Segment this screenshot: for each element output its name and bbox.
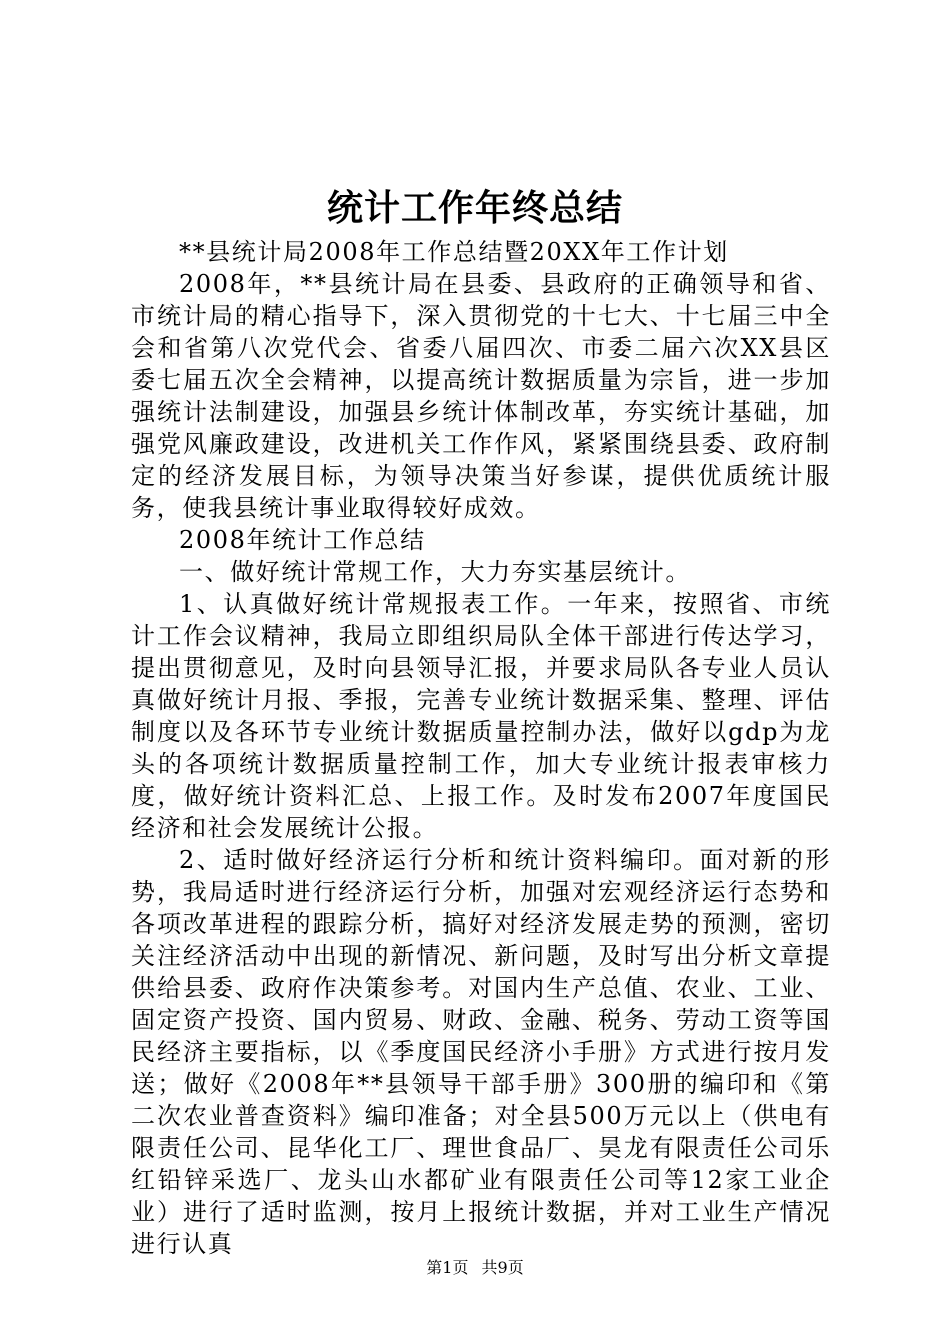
page-number: 第1页 xyxy=(426,1258,469,1277)
page-footer xyxy=(0,1258,950,1278)
paragraph-heading-1: 一、做好统计常规工作，大力夯实基层统计。 xyxy=(179,558,691,586)
paragraph-item-1: 1、认真做好统计常规报表工作。一年来，按照省、市统计工作会议精神，我局立即组织局队全体干部进行传达学习，提出贯彻意见，及时向县领导汇报，并要求局队各专业人员认真做好统计月报、季报，完善专业统计数据采集、整理、评估制度以及各环节专业统计数据质量控制办法，做好以gdp为龙头的各项统计数据质量控制工作，加大专业统计报表审核力度，做好统计资料汇总、上报工作。及时发布2007年度国民经济和社会发展统计公报。 xyxy=(131,590,831,842)
paragraph-item-2: 2、适时做好经济运行分析和统计资料编印。面对新的形势，我局适时进行经济运行分析，加强对宏观经济运行态势和各项改革进程的跟踪分析，搞好对经济发展走势的预测，密切关注经济活动中出现的新情况、新问题，及时写出分析文章提供给县委、政府作决策参考。对国内生产总值、农业、工业、固定资产投资、国内贸易、财政、金融、税务、劳动工资等国民经济主要指标，以《季度国民经济小手册》方式进行按月发送；做好《2008年**县领导干部手册》300册的编印和《第二次农业普查资料》编印准备；对全县500万元以上（供电有限责任公司、昆华化工厂、理世食品厂、昊龙有限责任公司乐红铅锌采选厂、龙头山水都矿业有限责任公司等12家工业企业）进行了适时监测，按月上报统计数据，并对工业生产情况进行认真 xyxy=(131,846,831,1258)
document-body xyxy=(131,236,831,1260)
paragraph-intro: 2008年，**县统计局在县委、县政府的正确领导和省、市统计局的精心指导下，深入贯彻党的十七大、十七届三中全会和省第八次党代会、省委八届四次、市委二届六次XX县区委七届五次全会精神，以提高统计数据质量为宗旨，进一步加强统计法制建设，加强县乡统计体制改革，夯实统计基础，加强党风廉政建设，改进机关工作作风，紧紧围绕县委、政府制定的经济发展目标，为领导决策当好参谋，提供优质统计服务，使我县统计事业取得较好成效。 xyxy=(131,270,831,522)
document-title: 统计工作年终总结 xyxy=(326,187,623,229)
paragraph-subtitle: **县统计局2008年工作总结暨20XX年工作计划 xyxy=(179,238,729,266)
paragraph-section-heading: 2008年统计工作总结 xyxy=(179,526,426,554)
page-total: 共9页 xyxy=(481,1258,524,1277)
